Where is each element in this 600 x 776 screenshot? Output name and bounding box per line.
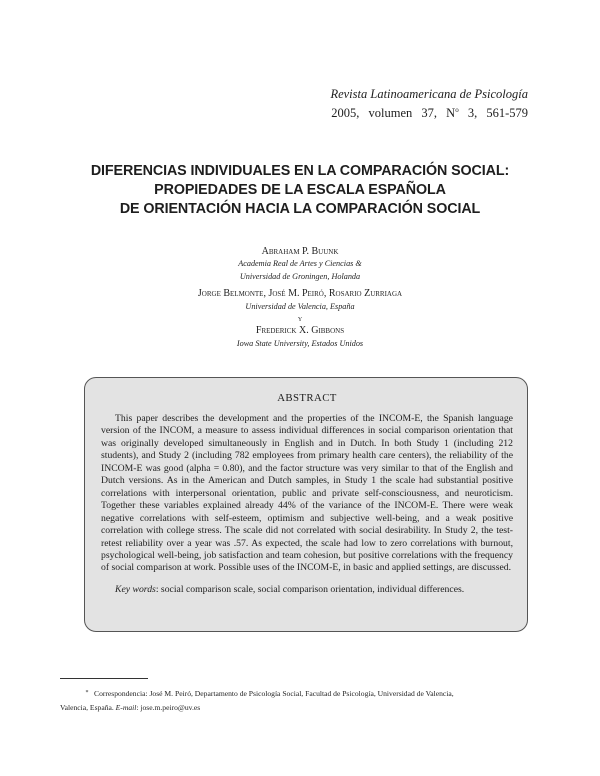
footnote-text: Correspondencia: José M. Peiró, Departamento de Psicología Social, Facultad de Psicología, Universidad de Valencia, (94, 689, 454, 698)
affiliation: Universidad de Valencia, España (245, 301, 355, 311)
author-name: Frederick X. Gibbons (255, 325, 345, 337)
journal-year: 2005, (331, 106, 360, 121)
journal-pages: 561-579 (486, 106, 528, 121)
paper-title (60, 162, 540, 219)
keywords (101, 584, 513, 596)
author-conjunction: y (297, 314, 303, 324)
keywords-label: Key words (115, 583, 156, 595)
title-line: DE ORIENTACIÓN HACIA LA COMPARACIÓN SOCIAL (119, 201, 481, 217)
journal-name: Revista Latinoamericana de Psicología (330, 87, 528, 101)
affiliation: Academia Real de Artes y Ciencias & (238, 259, 362, 269)
journal-number (446, 106, 477, 120)
journal-header (330, 86, 528, 121)
author-name: Jorge Belmonte, José M. Peiró, Rosario Zurriaga (197, 288, 403, 300)
footnote-marker: * (85, 690, 89, 696)
footnote-text-2: Valencia, España. (60, 702, 114, 712)
title-line: DIFERENCIAS INDIVIDUALES EN LA COMPARACIÓN SOCIAL: (90, 163, 510, 179)
journal-number-label: N (446, 106, 456, 121)
abstract-body: This paper describes the development and the properties of the INCOM-E, the Spanish language version of the INCOM, a measure to assess individual differences in social comparison orientation that was originally developed simultaneously in English and in Dutch. In both Study 1 (including 212 students), and Study 2 (including 782 employees from primary health care centers), the reliability of the INCOM-E was good (alpha = 0.80), and the factor structure was very similar to that of the English and Dutch versions. As in the American and Dutch samples, in Study 1 the scale had substantial positive correlations with interpersonal orientation, public and private self-consciousness, and neuroticism. Together these variables explained already 44% of the variance of the INCOM-E. There were weak negative correlations with self-esteem, optimism and subjective well-being, and a weak positive correlation with college stress. The scale did not correlated with social desirability. In Study 2, the test-retest reliability over a year was .57. As expected, the scale had low to zero correlations with burnout, psychological well-being, job satisfaction and team cohesion, but positive correlations with the frequency of social comparison at work. Possible uses of the INCOM-E, in basic and applied settings, are discussed. (101, 413, 513, 574)
title-line: PROPIEDADES DE LA ESCALA ESPAÑOLA (154, 182, 446, 198)
affiliation: Iowa State University, Estados Unidos (236, 338, 364, 348)
footnote-email: : jose.m.peiro@uv.es (136, 702, 201, 712)
journal-issue (330, 102, 528, 121)
footnote-divider (60, 678, 148, 679)
author-block (100, 246, 500, 350)
keywords-text: : social comparison scale, social comparison orientation, individual differences. (155, 583, 465, 595)
journal-number-sup: o (455, 106, 459, 114)
affiliation: Universidad de Groningen, Holanda (239, 271, 361, 281)
author-name: Abraham P. Buunk (261, 246, 339, 257)
footnote-email-label: E-mail (115, 702, 137, 712)
journal-volume: volumen 37, (368, 106, 438, 121)
footnote-line (60, 702, 540, 714)
footnote-line (60, 688, 540, 702)
abstract-heading: ABSTRACT (277, 392, 337, 404)
abstract-box (84, 377, 528, 632)
journal-number-value: 3, (467, 106, 478, 121)
footnote (60, 688, 540, 713)
